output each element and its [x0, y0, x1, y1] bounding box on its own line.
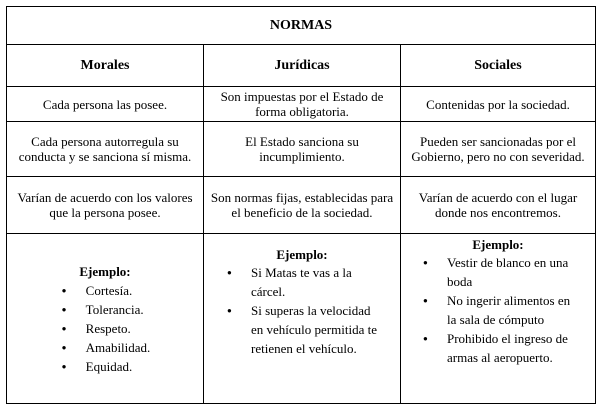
cell-morales-1: Cada persona las posee.	[42, 96, 168, 112]
list-item: ● Amabilidad.	[60, 338, 151, 357]
normas-table	[6, 6, 596, 404]
cell-sociales-2: Pueden ser sancionadas por el Gobierno, pero no con severidad.	[400, 122, 595, 176]
list-item: ● Vestir de blanco en una boda	[421, 253, 581, 291]
examples-juridicas	[203, 234, 400, 403]
header-row	[7, 44, 595, 86]
cell-morales-2: Cada persona autorregula su conducta y se sanciona sí misma.	[18, 134, 192, 164]
list-item: ● Cortesía.	[60, 281, 151, 300]
examples-row	[7, 233, 595, 403]
header-juridicas: Jurídicas	[203, 45, 400, 86]
cell-sociales-3: Varían de acuerdo con el lugar donde nos encontremos.	[400, 177, 595, 233]
cell-sociales-1: Contenidas por la sociedad.	[400, 87, 595, 121]
list-item: ● Respeto.	[60, 319, 151, 338]
list-item: ● Prohibido el ingreso de armas al aeropuerto.	[421, 329, 581, 367]
title-row	[7, 7, 595, 44]
list-item: ● No ingerir alimentos en la sala de cómputo	[421, 291, 581, 329]
header-sociales: Sociales	[400, 45, 595, 86]
cell-juridicas-2: El Estado sanciona su incumplimiento.	[203, 122, 400, 176]
list-item: ● Tolerancia.	[60, 300, 151, 319]
table-row	[7, 86, 595, 121]
example-list-juridicas	[225, 263, 385, 358]
table-row	[7, 176, 595, 233]
cell-morales-3: Varían de acuerdo con los valores que la persona posee.	[17, 190, 193, 220]
examples-sociales	[400, 234, 595, 403]
example-label: Ejemplo:	[472, 237, 524, 252]
header-morales: Morales	[80, 58, 130, 73]
cell-juridicas-3: Son normas fijas, establecidas para el beneficio de la sociedad.	[203, 177, 400, 233]
table-row	[7, 121, 595, 176]
table-title: NORMAS	[269, 18, 333, 33]
example-label: Ejemplo:	[79, 264, 131, 279]
examples-morales	[7, 234, 203, 403]
list-item: ● Si Matas te vas a la cárcel.	[225, 263, 385, 301]
cell-juridicas-1: Son impuestas por el Estado de forma obligatoria.	[203, 87, 400, 121]
example-list-morales	[60, 281, 151, 376]
list-item: ● Si superas la velocidad en vehículo permitida te retienen el vehículo.	[225, 301, 385, 358]
list-item: ● Equidad.	[60, 357, 151, 376]
example-list-sociales	[421, 253, 581, 367]
example-label: Ejemplo:	[276, 247, 328, 262]
